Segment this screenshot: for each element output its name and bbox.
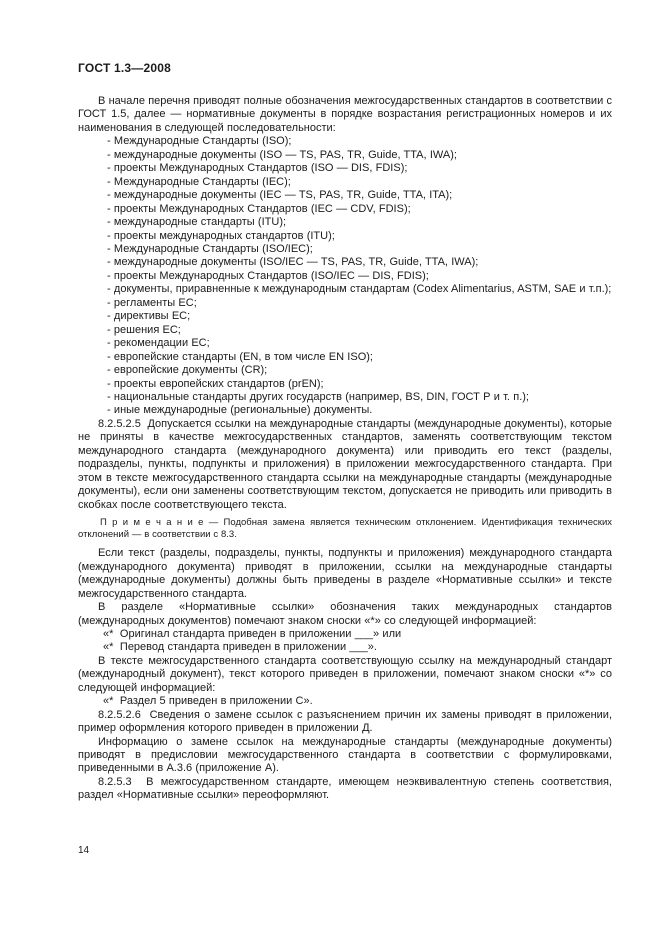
list-item: - рекомендации ЕС; bbox=[107, 337, 210, 350]
list-item: - иные международные (региональные) документы. bbox=[107, 404, 373, 417]
paragraph: 8.2.5.2.5 Допускается ссылки на международные стандарты (международные документы), которые не приняты в качестве межгосударственных стандартов, заменять соответствующим текстом международного стандарта (международного документа) или приводить его текст (разделы, подразделы, пункты, подпункты и приложения) в приложении межгосударственного стандарта. При этом в тексте межгосударственного стандарта ссылки на международные стандарты (международные документы), если они заменены соответствующим текстом, допускается не приводить или приводить в скобках после соответствующего текста. bbox=[78, 417, 612, 511]
example-line: «* Перевод стандарта приведен в приложении ___». bbox=[103, 641, 377, 654]
list-item: - документы, приравненные к международным стандартам (Codex Alimentarius, ASTM, SAE и т.п.); bbox=[107, 283, 612, 296]
paragraph: Информацию о замене ссылок на международные стандарты (международные документы) приводят в предисловии межгосударственного стандарта в соответствии с формулировками, приведенными в А.3.6 (приложение А). bbox=[78, 735, 612, 775]
list-item: - проекты Международных Стандартов (ISO/IEC — DIS, FDIS); bbox=[107, 269, 429, 282]
list-item: - национальные стандарты других государств (например, BS, DIN, ГОСТ Р и т. п.); bbox=[107, 390, 529, 403]
list-item: - международные документы (IEC — TS, PAS, TR, Guide, TTA, ITA); bbox=[107, 189, 453, 202]
list-item: - директивы ЕС; bbox=[107, 310, 191, 323]
list-item: - Международные Стандарты (IEC); bbox=[107, 175, 291, 188]
document-standard-designation: ГОСТ 1.3—2008 bbox=[78, 61, 171, 75]
list-item: - решения ЕС; bbox=[107, 323, 181, 336]
list-item: - проекты международных стандартов (ITU); bbox=[107, 229, 335, 242]
list-item: - проекты Международных Стандартов (ISO — DIS, FDIS); bbox=[107, 162, 408, 175]
list-item: - Международные Стандарты (ISO/IEC); bbox=[107, 242, 313, 255]
paragraph: 8.2.5.3 В межгосударственном стандарте, имеющем неэквивалентную степень соответствия, раздел «Нормативные ссылки» переоформляют. bbox=[78, 775, 612, 802]
example-line: «* Оригинал стандарта приведен в приложении ___» или bbox=[103, 627, 402, 640]
list-item: - международные стандарты (ITU); bbox=[107, 216, 287, 229]
list-item: - международные документы (ISO/IEC — TS, PAS, TR, Guide, TTA, IWA); bbox=[107, 256, 479, 269]
note: П р и м е ч а н и е — Подобная замена является техническим отклонением. Идентификация технических отклонений — в соответствии с 8.3. bbox=[78, 517, 612, 540]
paragraph: В тексте межгосударственного стандарта соответствующую ссылку на международный стандарт (международный документ), текст которого приведен в приложении, помечают знаком сноски «*» со следующей информацией: bbox=[78, 654, 612, 694]
list-item: - проекты Международных Стандартов (IEC — CDV, FDIS); bbox=[107, 202, 411, 215]
list-item: - европейские документы (CR); bbox=[107, 364, 268, 377]
list-item: - регламенты ЕС; bbox=[107, 296, 197, 309]
list-item: - европейские стандарты (EN, в том числе EN ISO); bbox=[107, 350, 373, 363]
paragraph: В начале перечня приводят полные обозначения межгосударственных стандартов в соответствии с ГОСТ 1.5, далее — нормативные документы в порядке возрастания регистрационных номеров и их наименования в следующей последовательности: bbox=[78, 95, 612, 134]
list-item: - проекты европейских стандартов (prEN); bbox=[107, 377, 324, 390]
paragraph: Если текст (разделы, подразделы, пункты, подпункты и приложения) международного стандарта (международного документа) приводят в приложении, ссылки на международные стандарты (международные документы) должны быть приведены в разделе «Нормативные ссылки» и тексте межгосударственного стандарта. bbox=[78, 547, 612, 600]
document-body bbox=[78, 95, 612, 803]
paragraph: В разделе «Нормативные ссылки» обозначения таких международных стандартов (международных документов) помечают знаком сноски «*» со следующей информацией: bbox=[78, 601, 612, 627]
example-line: «* Раздел 5 приведен в приложении С». bbox=[103, 695, 313, 708]
paragraph: 8.2.5.2.6 Сведения о замене ссылок с разъяснением причин их замены приводят в приложении, пример оформления которого приведен в приложении Д. bbox=[78, 708, 612, 735]
list-item: - международные документы (ISO — TS, PAS, TR, Guide, TTA, IWA); bbox=[107, 148, 457, 161]
list-item: - Международные Стандарты (ISO); bbox=[107, 135, 292, 148]
page-number: 14 bbox=[78, 845, 90, 856]
